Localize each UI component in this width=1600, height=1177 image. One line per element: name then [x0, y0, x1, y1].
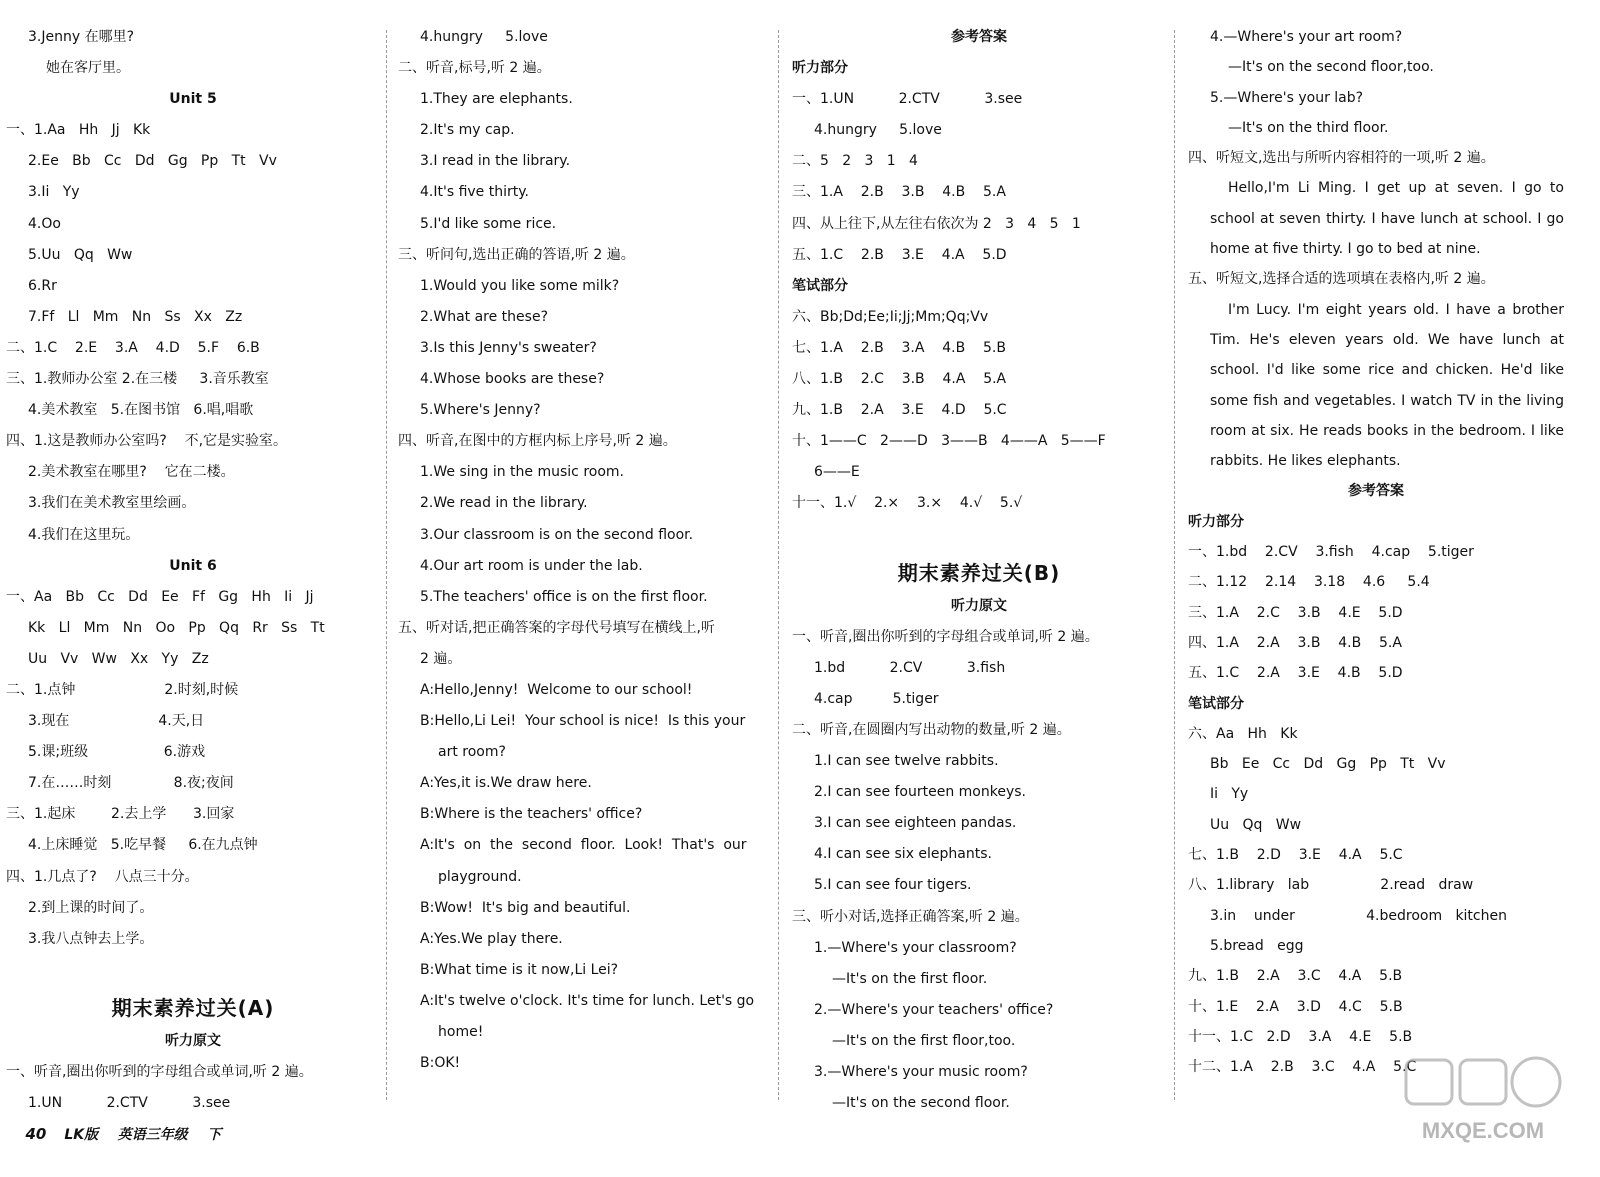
answer-line: 3.I read in the library.	[420, 153, 571, 170]
answer-line: 1.They are elephants.	[420, 91, 573, 108]
answer-line: 一、听音,圈出你听到的字母组合或单词,听 2 遍。	[792, 628, 1099, 645]
answer-line: 二、1.C 2.E 3.A 4.D 5.F 6.B	[6, 339, 260, 356]
answer-line: 4.hungry 5.love	[420, 29, 548, 45]
answer-line: 一、1.UN 2.CTV 3.see	[792, 91, 1023, 108]
answer-line: 1.UN 2.CTV 3.see	[28, 1095, 231, 1112]
answer-line: 3.我八点钟去上学。	[28, 930, 154, 947]
answer-line: Uu Vv Ww Xx Yy Zz	[28, 650, 209, 667]
answer-line: 听力部分	[792, 60, 848, 77]
answer-line: 2.—Where's your teachers' office?	[814, 1001, 1054, 1018]
answer-line: 十二、1.A 2.B 3.C 4.A 5.C	[1188, 1059, 1417, 1076]
answer-line: room at six. He reads books in the bedroom. I like	[1210, 422, 1564, 439]
page-footer	[6, 1092, 222, 1143]
answer-line: 二、1.点钟 2.时刻,时候	[6, 681, 239, 698]
answer-line: 2.It's my cap.	[420, 122, 515, 139]
answer-line: 三、听问句,选出正确的答语,听 2 遍。	[398, 246, 635, 263]
book-info: LK版 英语三年级 下	[64, 1127, 222, 1143]
column-4	[1188, 22, 1564, 1082]
answer-line: rabbits. He likes elephants.	[1210, 453, 1401, 470]
section-heading: 参考答案	[1348, 483, 1404, 500]
answer-line: 三、听小对话,选择正确答案,听 2 遍。	[792, 908, 1029, 925]
answer-line: 4.It's five thirty.	[420, 184, 529, 201]
section-heading: Unit 5	[169, 91, 217, 108]
section-title: 期末素养过关(B)	[897, 560, 1061, 585]
answer-line: 四、1.几点了? 八点三十分。	[6, 868, 199, 885]
answer-line: 4.Oo	[28, 215, 61, 232]
column-divider	[778, 30, 779, 1100]
answer-line: 十一、1.C 2.D 3.A 4.E 5.B	[1188, 1028, 1413, 1045]
answer-line: 3.in under 4.bedroom kitchen	[1210, 907, 1507, 924]
answer-line: 二、5 2 3 1 4	[792, 153, 918, 170]
answer-line: A:It's on the second floor. Look! That's our	[420, 837, 747, 854]
answer-line: 一、听音,圈出你听到的字母组合或单词,听 2 遍。	[6, 1064, 313, 1080]
answer-line: 5.I'd like some rice.	[420, 215, 557, 232]
section-heading: 听力原文	[951, 597, 1007, 614]
answer-line: 一、1.bd 2.CV 3.fish 4.cap 5.tiger	[1188, 544, 1474, 561]
answer-line: —It's on the first floor.	[832, 970, 988, 987]
answer-line: B:What time is it now,Li Lei?	[420, 961, 619, 978]
answer-line: 三、1.教师办公室 2.在三楼 3.音乐教室	[6, 371, 269, 388]
answer-line: 1.Would you like some milk?	[420, 277, 620, 294]
answer-line: 6——E	[814, 464, 860, 481]
answer-line: A:Hello,Jenny! Welcome to our school!	[420, 681, 693, 698]
answer-line: home!	[438, 1024, 484, 1040]
answer-line: 4.Our art room is under the lab.	[420, 557, 643, 574]
answer-line: 五、听对话,把正确答案的字母代号填写在横线上,听	[398, 619, 715, 636]
answer-line: 5.课;班级 6.游戏	[28, 744, 206, 761]
answer-line: 2.美术教室在哪里? 它在二楼。	[28, 464, 235, 481]
answer-line: 5.Where's Jenny?	[420, 402, 541, 419]
answer-line: 十、1.E 2.A 3.D 4.C 5.B	[1188, 998, 1403, 1015]
answer-line: —It's on the third floor.	[1228, 119, 1389, 136]
answer-line: 1.—Where's your classroom?	[814, 939, 1017, 956]
answer-line: 四、听短文,选出与所听内容相符的一项,听 2 遍。	[1188, 150, 1495, 167]
answer-line: 笔试部分	[1188, 695, 1244, 712]
answer-line: 一、Aa Bb Cc Dd Ee Ff Gg Hh Ii Jj	[6, 588, 314, 605]
answer-line: A:Yes,it is.We draw here.	[420, 775, 592, 792]
answer-line: 4.cap 5.tiger	[814, 690, 939, 707]
section-heading: Unit 6	[169, 557, 217, 574]
answer-line: 十、1——C 2——D 3——B 4——A 5——F	[792, 433, 1106, 450]
answer-line: 3.Jenny 在哪里?	[28, 29, 135, 45]
answer-line: 七、1.A 2.B 3.A 4.B 5.B	[792, 339, 1006, 356]
answer-line: 5.The teachers' office is on the first floor.	[420, 588, 708, 605]
answer-line: Ii Yy	[1210, 786, 1249, 803]
answer-line: 四、听音,在图中的方框内标上序号,听 2 遍。	[398, 433, 677, 450]
answer-line: Tim. He's eleven years old. We have lunch at	[1210, 331, 1564, 348]
answer-line: 2 遍。	[420, 650, 462, 667]
answer-line: 5.I can see four tigers.	[814, 877, 972, 894]
answer-line: 3.—Where's your music room?	[814, 1064, 1028, 1080]
answer-site-watermark-icon	[1398, 1052, 1568, 1148]
answer-line: 六、Aa Hh Kk	[1188, 725, 1298, 742]
answer-line: Hello,I'm Li Ming. I get up at seven. I go to	[1228, 180, 1564, 197]
answer-line: home at five thirty. I go to bed at nine.	[1210, 241, 1481, 258]
answer-line: B:Wow! It's big and beautiful.	[420, 899, 631, 916]
answer-line: 听力部分	[1188, 513, 1244, 530]
section-heading: 参考答案	[951, 29, 1007, 45]
answer-line: 三、1.起床 2.去上学 3.回家	[6, 806, 235, 823]
answer-line: Kk Ll Mm Nn Oo Pp Qq Rr Ss Tt	[28, 619, 325, 636]
answer-line: 4.I can see six elephants.	[814, 846, 992, 863]
answer-line: 六、Bb;Dd;Ee;Ii;Jj;Mm;Qq;Vv	[792, 308, 989, 325]
answer-line	[6, 955, 380, 986]
column-2	[398, 22, 770, 1079]
answer-line: 3.现在 4.天,日	[28, 713, 205, 730]
answer-line: 五、听短文,选择合适的选项填在表格内,听 2 遍。	[1188, 271, 1495, 288]
answer-line: A:It's twelve o'clock. It's time for lunch. Let's go	[420, 992, 755, 1009]
answer-line	[792, 520, 1166, 551]
answer-line: 3.Our classroom is on the second floor.	[420, 526, 694, 543]
column-divider	[386, 30, 387, 1100]
page-number: 40	[25, 1125, 47, 1143]
section-heading: 听力原文	[165, 1032, 221, 1049]
answer-line: I'm Lucy. I'm eight years old. I have a brother	[1228, 301, 1564, 318]
column-3	[792, 22, 1166, 1119]
answer-line: 九、1.B 2.A 3.C 4.A 5.B	[1188, 968, 1403, 985]
answer-line: 1.I can see twelve rabbits.	[814, 753, 999, 770]
answer-line: 3.Is this Jenny's sweater?	[420, 339, 597, 356]
watermark-text: MXQE.COM	[1421, 1118, 1545, 1143]
answer-line: 4.上床睡觉 5.吃早餐 6.在九点钟	[28, 837, 258, 854]
column-divider	[1174, 30, 1175, 1100]
answer-line: 5.Uu Qq Ww	[28, 246, 133, 263]
answer-line: 2.What are these?	[420, 308, 548, 325]
answer-line: 3.Ii Yy	[28, 184, 80, 201]
answer-line: 4.美术教室 5.在图书馆 6.唱,唱歌	[28, 402, 254, 419]
answer-line: school at seven thirty. I have lunch at school. I go	[1210, 210, 1564, 227]
answer-line: 五、1.C 2.A 3.E 4.B 5.D	[1188, 665, 1403, 682]
answer-line: Bb Ee Cc Dd Gg Pp Tt Vv	[1210, 756, 1446, 773]
answer-line: 三、1.A 2.B 3.B 4.B 5.A	[792, 184, 1006, 201]
answer-line: —It's on the second floor,too.	[1228, 59, 1434, 76]
answer-line: 6.Rr	[28, 277, 57, 294]
answer-line: art room?	[438, 744, 506, 761]
answer-line: 2.We read in the library.	[420, 495, 588, 512]
answer-line: 八、1.library lab 2.read draw	[1188, 877, 1474, 894]
answer-line: 7.Ff Ll Mm Nn Ss Xx Zz	[28, 308, 243, 325]
answer-line: 一、1.Aa Hh Jj Kk	[6, 122, 151, 139]
answer-line: 八、1.B 2.C 3.B 4.A 5.A	[792, 371, 1007, 388]
answer-line: 二、1.12 2.14 3.18 4.6 5.4	[1188, 574, 1430, 591]
answer-line: —It's on the second floor.	[832, 1095, 1010, 1112]
answer-line: 四、1.这是教师办公室吗? 不,它是实验室。	[6, 433, 288, 450]
answer-line: 十一、1.√ 2.× 3.× 4.√ 5.√	[792, 495, 1023, 512]
answer-line: 九、1.B 2.A 3.E 4.D 5.C	[792, 402, 1007, 419]
answer-line: 七、1.B 2.D 3.E 4.A 5.C	[1188, 847, 1403, 864]
answer-line: 4.hungry 5.love	[814, 122, 942, 139]
answer-line: 5.bread egg	[1210, 937, 1304, 954]
watermark-logo	[1398, 1052, 1568, 1148]
answer-line: 四、从上往下,从左往右依次为 2 3 4 5 1	[792, 215, 1081, 232]
section-title: 期末素养过关(A)	[111, 995, 275, 1020]
answer-line: 1.We sing in the music room.	[420, 464, 624, 481]
answer-line: some fish and vegetables. I watch TV in the living	[1210, 392, 1564, 409]
answer-line: 笔试部分	[792, 277, 848, 294]
answer-line: 二、听音,标号,听 2 遍。	[398, 60, 551, 77]
answer-line: —It's on the first floor,too.	[832, 1032, 1016, 1049]
answer-line: 2.到上课的时间了。	[28, 899, 154, 916]
answer-line: 3.I can see eighteen pandas.	[814, 815, 1017, 832]
answer-line: 2.I can see fourteen monkeys.	[814, 784, 1026, 801]
answer-line: 1.bd 2.CV 3.fish	[814, 659, 1006, 676]
answer-line: 4.Whose books are these?	[420, 371, 605, 388]
answer-line: B:OK!	[420, 1055, 461, 1072]
answer-line: 5.—Where's your lab?	[1210, 89, 1364, 106]
answer-line: A:Yes.We play there.	[420, 930, 563, 947]
answer-line: 三、1.A 2.C 3.B 4.E 5.D	[1188, 604, 1403, 621]
answer-line: 7.在……时刻 8.夜;夜间	[28, 775, 234, 792]
answer-line: school. I'd like some rice and chicken. He'd like	[1210, 362, 1564, 379]
answer-line: 4.我们在这里玩。	[28, 526, 140, 543]
answer-line: playground.	[438, 868, 522, 885]
answer-line: B:Hello,Li Lei! Your school is nice! Is this your	[420, 713, 746, 730]
answer-line: 3.我们在美术教室里绘画。	[28, 495, 196, 512]
answer-line: 五、1.C 2.B 3.E 4.A 5.D	[792, 246, 1007, 263]
answer-line: 四、1.A 2.A 3.B 4.B 5.A	[1188, 634, 1402, 651]
answer-line: B:Where is the teachers' office?	[420, 806, 643, 823]
answer-line: Uu Qq Ww	[1210, 816, 1302, 833]
answer-line: 她在客厅里。	[46, 60, 130, 77]
answer-line: 4.—Where's your art room?	[1210, 29, 1403, 45]
answer-line: 二、听音,在圆圈内写出动物的数量,听 2 遍。	[792, 721, 1071, 738]
answer-line: 2.Ee Bb Cc Dd Gg Pp Tt Vv	[28, 153, 277, 170]
column-1	[6, 22, 380, 1119]
